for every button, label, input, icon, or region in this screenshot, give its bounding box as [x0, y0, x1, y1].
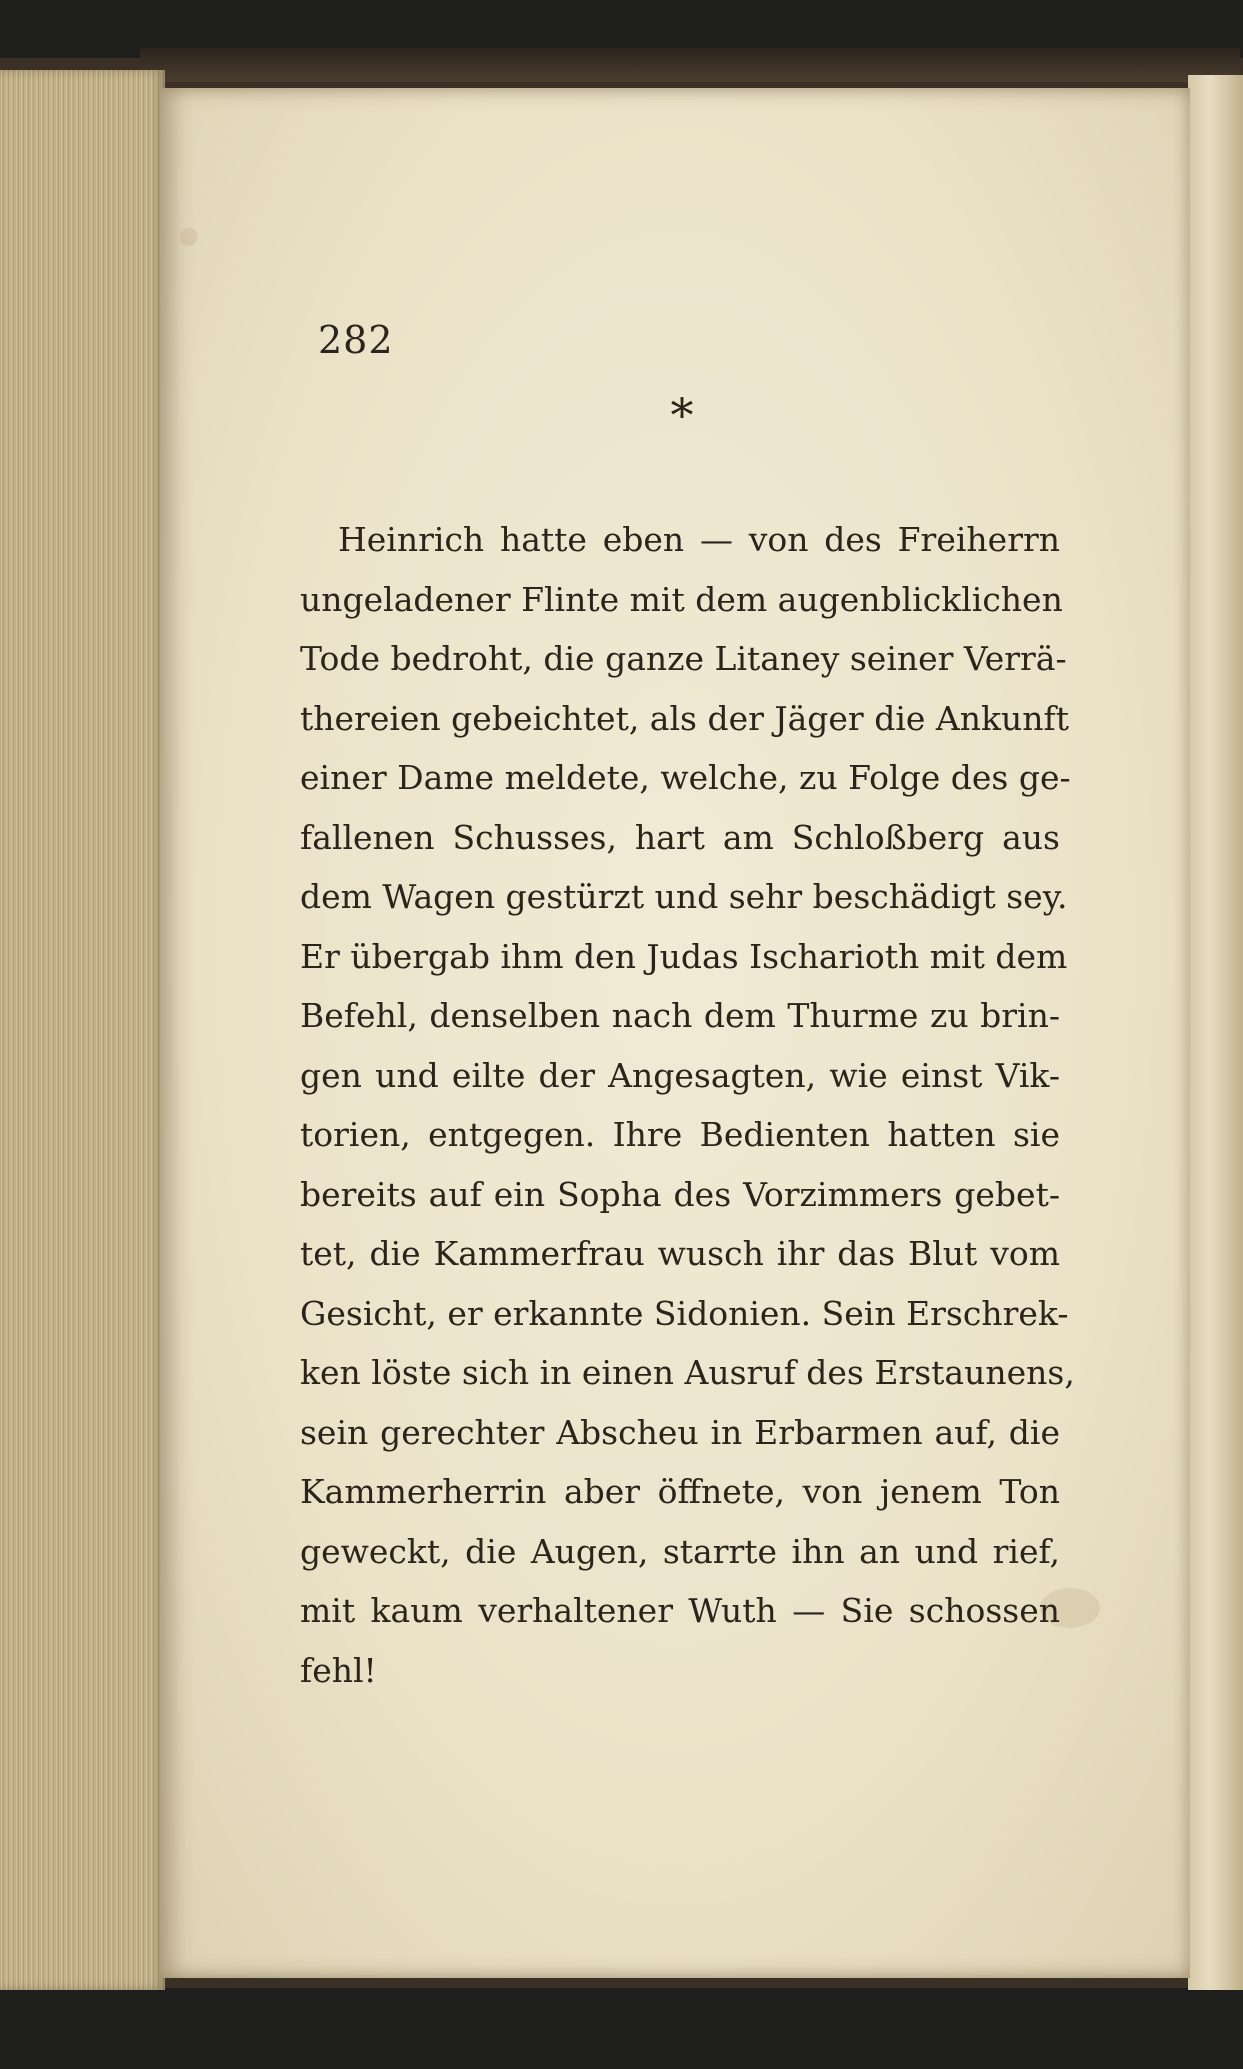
page-number: 282 [318, 318, 394, 362]
book-cover-top [140, 48, 1240, 82]
section-ornament: * [670, 388, 694, 442]
text-line: Tode bedroht, die ganze Litaney seiner Verrä- [300, 639, 1067, 678]
text-line: Kammerherrin aber öffnete, von jenem Ton [300, 1472, 1060, 1511]
text-line: Heinrich hatte eben — von des Freiherrn [338, 520, 1060, 559]
text-line: ungeladener Flinte mit dem augenblicklichen [300, 579, 1063, 619]
text-line: thereien gebeichtet, als der Jäger die Ankunft [300, 698, 1069, 738]
text-line: Er übergab ihm den Judas Ischarioth mit dem [300, 936, 1068, 976]
text-line: gen und eilte der Angesagten, wie einst Vik- [300, 1055, 1060, 1095]
text-line: mit kaum verhaltener Wuth — Sie schossen [300, 1591, 1060, 1630]
text-line: tet, die Kammerfrau wusch ihr das Blut vom [300, 1234, 1060, 1273]
body-paragraph [300, 510, 1075, 1700]
text-line: Befehl, denselben nach dem Thurme zu brin- [300, 996, 1060, 1035]
text-line: sein gerechter Abscheu in Erbarmen auf, die [300, 1412, 1060, 1452]
text-line: Gesicht, er erkannte Sidonien. Sein Erschrek- [300, 1293, 1069, 1333]
text-line: torien, entgegen. Ihre Bedienten hatten sie [300, 1115, 1060, 1154]
text-line: dem Wagen gestürzt und sehr beschädigt sey. [300, 877, 1068, 916]
paper-stain [180, 228, 198, 246]
text-line: fehl! [300, 1650, 377, 1690]
text-line: ken löste sich in einen Ausruf des Erstaunens, [300, 1353, 1075, 1392]
text-line: bereits auf ein Sopha des Vorzimmers gebet- [300, 1174, 1060, 1214]
facing-page-edge [1188, 75, 1243, 1990]
text-line: geweckt, die Augen, starrte ihn an und rief, [300, 1531, 1060, 1571]
text-line: einer Dame meldete, welche, zu Folge des ge- [300, 758, 1071, 797]
text-line: fallenen Schusses, hart am Schloßberg aus [300, 817, 1060, 857]
page-edges-left [0, 70, 165, 1990]
